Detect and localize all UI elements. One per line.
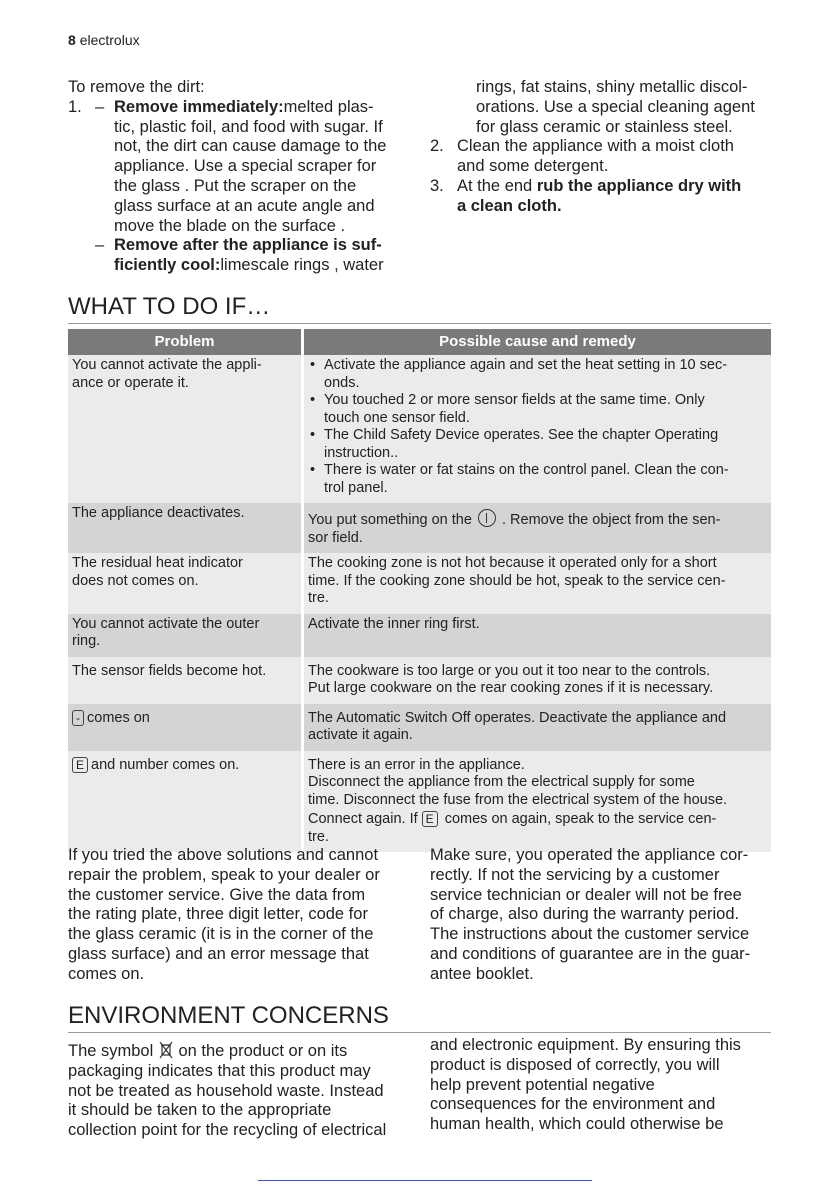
col-header-remedy: Possible cause and remedy (304, 329, 771, 355)
sub1-line: tic, plastic foil, and food with sugar. If (114, 117, 383, 136)
error-e-symbol-icon: E (422, 811, 438, 827)
after-table-left: If you tried the above solutions and cannot repair the problem, speak to your dealer or the customer service. Give the data from the rating plate, three digit letter, code for the glass ceramic (it is in the corner of the glass surface) and an error message that comes on. (68, 846, 380, 983)
sub1-rest (68, 118, 413, 237)
footer-underline (258, 1180, 592, 1181)
problem-text: comes on (87, 709, 150, 726)
intro-lead: To remove the dirt: (68, 78, 205, 96)
table-row (68, 657, 771, 704)
problem-cell: You cannot activate the outer ring. (68, 614, 304, 657)
page-header (68, 32, 140, 48)
env-text: The symbol (68, 1042, 158, 1060)
sub2-rest (430, 78, 775, 137)
sub1-line: appliance. Use a special scraper for (114, 157, 377, 176)
error-e-symbol-icon: E (72, 757, 88, 773)
sub1-line: glass surface at an acute angle and (114, 196, 375, 215)
minus-symbol-icon: - (72, 710, 84, 726)
problem-cell: The appliance deactivates. (68, 503, 304, 553)
remedy-text: . Remove the object from the sen- sor field. (308, 512, 721, 546)
step-3-pre: At the end (457, 176, 537, 195)
remedy-text: There is an error in the appliance. Disconnect the appliance from the electrical supply for some time. Disconnect the fuse from the electrical system of the house. (308, 756, 728, 808)
remedy-cell: The cookware is too large or you out it too near to the controls. Put large cookware on the rear cooking zones if it is necessary. (304, 657, 771, 704)
sub1-line: the glass . Put the scraper on the (114, 176, 357, 195)
environment-right: and electronic equipment. By ensuring this product is disposed of correctly, you will help prevent potential negative consequences for the environment and human health, which could otherwise be (430, 1036, 741, 1134)
step-1-number: 1. (68, 97, 82, 116)
problem-cell: The sensor fields become hot. (68, 657, 304, 704)
table-row (68, 614, 771, 657)
troubleshooting-table (68, 329, 771, 852)
crossed-bin-icon (158, 1041, 174, 1059)
section-rule (68, 1032, 771, 1033)
problem-text: and number comes on. (91, 756, 240, 773)
after-table-right: Make sure, you operated the appliance cor- rectly. If not the servicing by a customer service technician or dealer will not be free of charge, also during the warranty period. The instructions about the customer service and conditions of guarantee are in the guar- antee booklet. (430, 846, 751, 983)
section-title-environment: ENVIRONMENT CONCERNS (68, 1002, 389, 1029)
step-3 (430, 177, 775, 217)
remedy-text: comes on again, speak to the service cen- tre. (308, 811, 717, 845)
problem-cell: The residual heat indicator does not comes on. (68, 553, 304, 614)
sub2-bold-line2: ficiently cool: (114, 256, 221, 275)
sub2-line: orations. Use a special cleaning agent (476, 97, 755, 116)
sub2-line: rings, fat stains, shiny metallic discol- (476, 78, 748, 96)
step-3-number: 3. (430, 176, 444, 195)
step-2-number: 2. (430, 137, 444, 156)
sub1-bold: Remove immediately: (114, 97, 284, 116)
step-2-line: Clean the appliance with a moist cloth (457, 137, 734, 156)
sub2 (68, 236, 413, 256)
step-2-text (457, 137, 734, 177)
remedy-cell (304, 503, 771, 553)
table-row (68, 553, 771, 614)
remedy-text: You put something on the (308, 512, 476, 528)
remedy-cell: The Automatic Switch Off operates. Deactivate the appliance and activate it again. (304, 704, 771, 751)
section-rule (68, 323, 771, 324)
environment-left (68, 1041, 413, 1141)
step-1-dash: – (95, 97, 105, 116)
sub1-line1: melted plas- (283, 97, 374, 116)
step-1 (68, 98, 413, 118)
sub2-dash: – (95, 236, 105, 255)
step-3-bold2: a clean cloth. (457, 196, 562, 215)
sub2-text: limescale rings , water (220, 256, 384, 275)
intro-left-column (68, 78, 413, 276)
brand-name: electrolux (79, 32, 140, 48)
remedy-cell: Activate the inner ring first. (304, 614, 771, 657)
section-title-what-to-do: WHAT TO DO IF… (68, 293, 271, 320)
table-row (68, 751, 771, 853)
power-icon (478, 509, 496, 527)
table-row (68, 503, 771, 553)
step-2-line: and some detergent. (457, 157, 609, 176)
problem-cell (68, 751, 304, 853)
col-header-problem: Problem (68, 329, 304, 355)
sub1-line: move the blade on the surface . (114, 216, 346, 235)
problem-cell: You cannot activate the appli- ance or operate it. (68, 355, 304, 503)
remedy-bullet: • Activate the appliance again and set the heat setting in 10 sec- onds. (324, 357, 767, 392)
problem-cell (68, 704, 304, 751)
remedy-cell (304, 751, 771, 853)
sub2-line: for glass ceramic or stainless steel. (476, 117, 733, 136)
env-text: on the product or on its packaging indicates that this product may not be treated as household waste. Instead it should be taken to the appropriate collection point for the recycling of electrical (68, 1042, 387, 1140)
remedy-bullet: • There is water or fat stains on the control panel. Clean the con- trol panel. (324, 462, 767, 497)
remedy-text: Connect again. If (308, 811, 422, 827)
remedy-cell (304, 355, 771, 503)
step-2 (430, 137, 775, 177)
step-3-bold1: rub the appliance dry with (536, 176, 742, 195)
sub2-line2 (68, 256, 413, 276)
remedy-bullet: • The Child Safety Device operates. See the chapter Operating instruction.. (324, 427, 767, 462)
intro-right-column (430, 78, 775, 217)
remedy-cell: The cooking zone is not hot because it operated only for a short time. If the cooking zone should be hot, speak to the service cen- tre. (304, 553, 771, 614)
remedy-bullet: • You touched 2 or more sensor fields at the same time. Only touch one sensor field. (324, 392, 767, 427)
page-number: 8 (68, 32, 76, 48)
table-row (68, 704, 771, 751)
table-row (68, 355, 771, 503)
step-3-text (457, 177, 741, 217)
sub2-bold-line1: Remove after the appliance is suf- (114, 236, 382, 255)
sub1-line: not, the dirt can cause damage to the (114, 137, 387, 156)
